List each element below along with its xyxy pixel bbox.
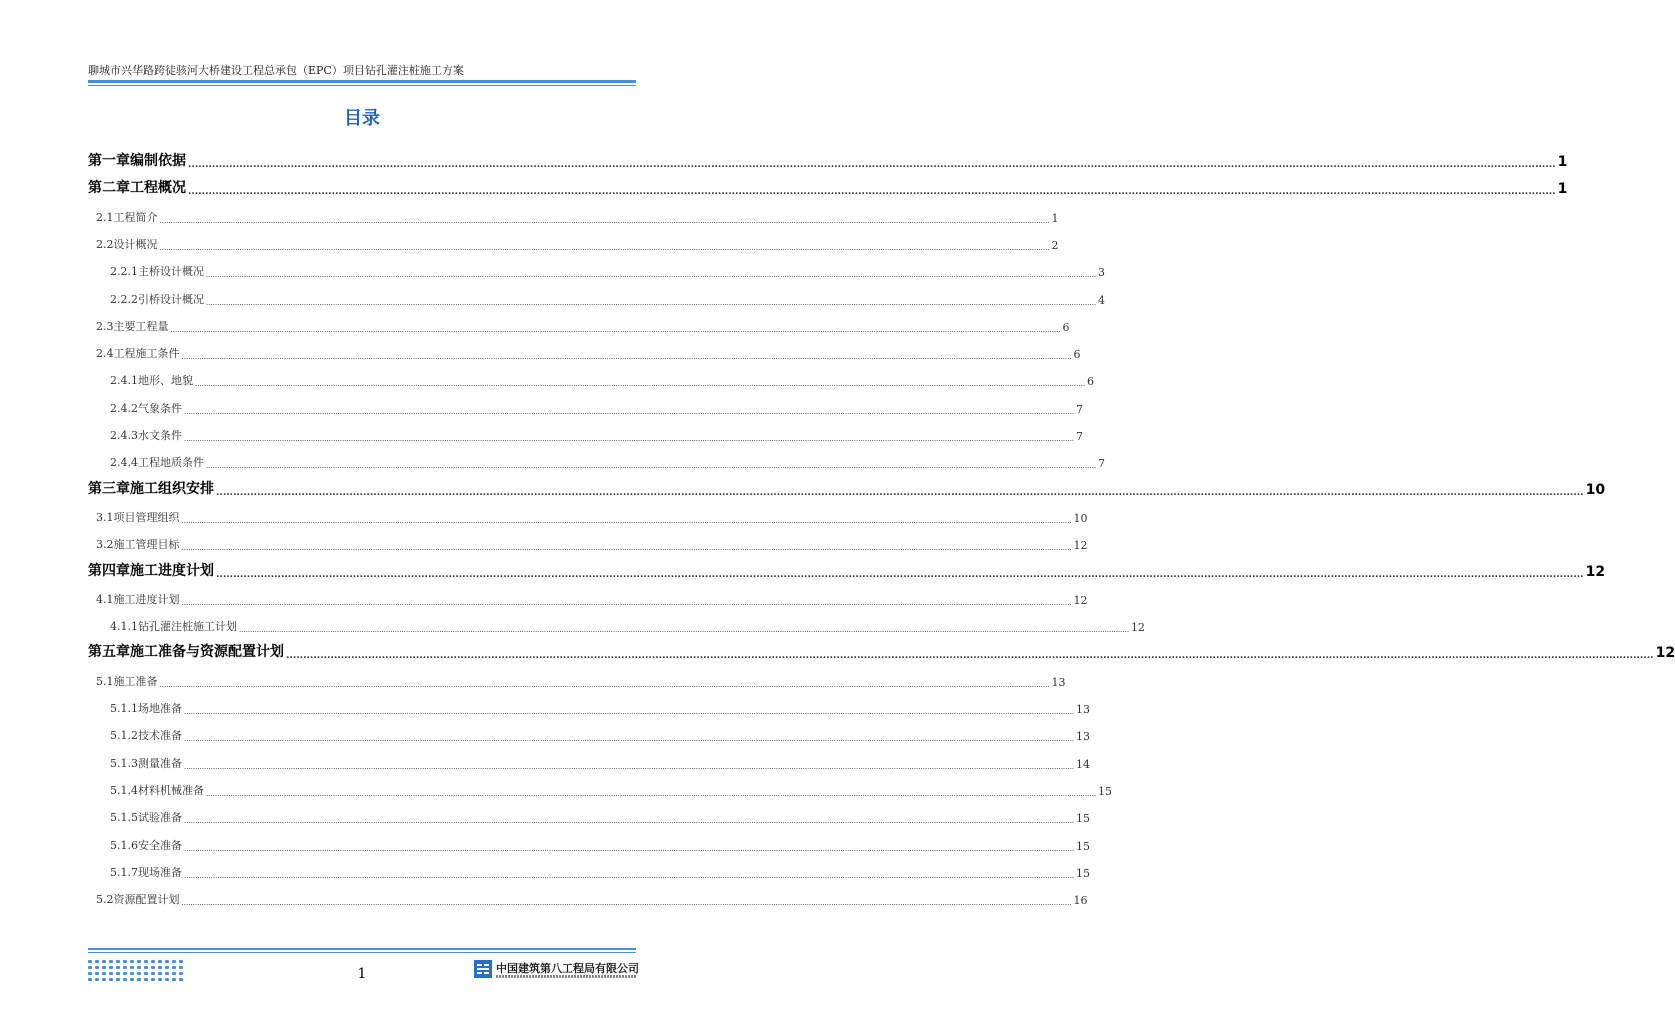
cscec-logo-icon xyxy=(474,960,492,978)
toc-entry-page: 13 xyxy=(1076,730,1091,744)
page-number: 1 xyxy=(357,966,367,982)
toc-dot-leader: ................................................................................................................................................................................................................................................................................................................................................................................................................ xyxy=(184,844,1075,853)
toc-entry-title: 4.1施工进度计划 xyxy=(96,592,180,606)
toc-entry-title: 2.3主要工程量 xyxy=(96,319,169,333)
toc-entry[interactable] xyxy=(0,532,1088,553)
toc-entry-page: 6 xyxy=(1062,320,1070,334)
header-title: 聊城市兴华路跨徒骇河大桥建设工程总承包（EPC）项目钻孔灌注桩施工方案 xyxy=(88,64,464,77)
toc-entry-title: 5.1.3测量准备 xyxy=(110,756,182,770)
toc-title: 目录 xyxy=(344,108,380,129)
toc-entry[interactable] xyxy=(0,696,1091,716)
toc-dot-leader: ................................................................................................................................................................................................................................................................................................................................................................................................................ xyxy=(159,216,1050,225)
toc-entry-page: 15 xyxy=(1076,866,1091,880)
toc-dot-leader: ................................................................................................................................................................................................................................................................................................................................................................................................................ xyxy=(206,298,1097,307)
toc-entry-title: 2.2.1主桥设计概况 xyxy=(110,265,204,279)
toc-entry-title: 第三章施工组织安排 xyxy=(88,480,214,497)
toc-entry[interactable] xyxy=(0,396,1084,416)
toc-entry-page: 10 xyxy=(1585,481,1606,498)
header-rule-thin xyxy=(88,85,636,86)
toc-dot-leader: ................................................................................................................................................................................................................................................................................................................................................................................................................ xyxy=(159,243,1050,252)
toc-entry-page: 13 xyxy=(1076,703,1091,716)
toc-dot-leader: ................................................................................................................................................................................................................................................................................................................................................................................................................ xyxy=(206,271,1097,280)
toc-entry-page: 1 xyxy=(1557,181,1568,198)
toc-dot-leader: ................................................................................................................................................................................................................................................................................................................................................................................................................ xyxy=(181,516,1072,525)
toc-entry-page: 7 xyxy=(1098,457,1106,471)
toc-entry[interactable] xyxy=(0,778,1113,798)
toc-entry-page: 4 xyxy=(1098,293,1106,307)
toc-entry-page: 7 xyxy=(1076,402,1084,416)
toc-entry[interactable] xyxy=(0,560,1606,580)
toc-dot-leader: ................................................................................................................................................................................................................................................................................................................................................................................................................ xyxy=(184,708,1075,716)
toc-entry[interactable] xyxy=(0,478,1606,498)
toc-entry[interactable] xyxy=(0,505,1088,525)
toc-entry[interactable] xyxy=(0,641,1675,662)
company-name: 中国建筑第八工程局有限公司 xyxy=(496,962,639,975)
toc-entry-page: 7 xyxy=(1076,430,1084,443)
toc-dot-leader: ................................................................................................................................................................................................................................................................................................................................................................................................................ xyxy=(184,817,1075,826)
toc-dot-leader: ................................................................................................................................................................................................................................................................................................................................................................................................................ xyxy=(216,569,1584,580)
toc-dot-leader: ................................................................................................................................................................................................................................................................................................................................................................................................................ xyxy=(159,680,1050,689)
toc-dot-leader: ................................................................................................................................................................................................................................................................................................................................................................................................................ xyxy=(184,735,1075,744)
toc-dot-leader: ................................................................................................................................................................................................................................................................................................................................................................................................................ xyxy=(184,407,1075,416)
toc-entry-page: 13 xyxy=(1051,675,1066,689)
toc-entry[interactable] xyxy=(0,860,1091,880)
toc-entry-title: 3.1项目管理组织 xyxy=(96,510,180,524)
toc-entry-title: 5.1.4材料机械准备 xyxy=(110,783,204,797)
toc-entry-page: 14 xyxy=(1076,757,1091,771)
toc-entry-page: 12 xyxy=(1073,593,1088,607)
toc-entry-page: 1 xyxy=(1557,154,1568,170)
toc-entry-title: 3.2施工管理目标 xyxy=(96,538,180,552)
toc-dot-leader: ................................................................................................................................................................................................................................................................................................................................................................................................................ xyxy=(239,626,1130,635)
toc-entry-page: 12 xyxy=(1073,539,1088,553)
toc-entry-page: 1 xyxy=(1051,211,1059,225)
toc-entry-title: 5.1.6安全准备 xyxy=(110,838,182,852)
toc-entry-title: 2.4.1地形、地貌 xyxy=(110,374,193,388)
toc-dot-leader: ................................................................................................................................................................................................................................................................................................................................................................................................................ xyxy=(188,187,1556,198)
toc-entry[interactable] xyxy=(0,177,1568,198)
toc-dot-leader: ................................................................................................................................................................................................................................................................................................................................................................................................................ xyxy=(184,871,1075,880)
toc-dot-leader: ................................................................................................................................................................................................................................................................................................................................................................................................................ xyxy=(206,462,1097,471)
toc-entry-page: 12 xyxy=(1131,621,1146,635)
toc-dot-leader: ................................................................................................................................................................................................................................................................................................................................................................................................................ xyxy=(181,544,1072,553)
toc-entry-title: 第四章施工进度计划 xyxy=(88,562,214,579)
toc-entry-page: 16 xyxy=(1073,894,1088,908)
toc-dot-leader: ................................................................................................................................................................................................................................................................................................................................................................................................................ xyxy=(181,353,1072,362)
toc-entry[interactable] xyxy=(0,751,1091,771)
toc-entry-page: 15 xyxy=(1076,839,1091,853)
toc-entry[interactable] xyxy=(0,423,1084,443)
toc-entry[interactable] xyxy=(0,614,1146,635)
footer-rule-thin xyxy=(88,952,636,953)
toc-entry-title: 5.1.7现场准备 xyxy=(110,865,182,879)
toc-entry-page: 15 xyxy=(1076,812,1091,826)
toc-entry-page: 12 xyxy=(1585,563,1606,580)
toc-entry-title: 5.2资源配置计划 xyxy=(96,893,180,907)
toc-entry-title: 2.4.4工程地质条件 xyxy=(110,456,204,470)
toc-entry[interactable] xyxy=(0,805,1091,826)
toc-entry[interactable] xyxy=(0,587,1088,607)
toc-entry-page: 12 xyxy=(1655,645,1675,662)
toc-entry-page: 2 xyxy=(1051,238,1059,252)
toc-dot-leader: ................................................................................................................................................................................................................................................................................................................................................................................................................ xyxy=(188,160,1556,170)
toc-dot-leader: ................................................................................................................................................................................................................................................................................................................................................................................................................ xyxy=(181,598,1072,607)
toc-dot-leader: ................................................................................................................................................................................................................................................................................................................................................................................................................ xyxy=(170,325,1061,334)
toc-entry[interactable] xyxy=(0,368,1095,389)
toc-entry-title: 5.1.1场地准备 xyxy=(110,702,182,715)
toc-entry[interactable] xyxy=(0,887,1088,908)
toc-dot-leader: ................................................................................................................................................................................................................................................................................................................................................................................................................ xyxy=(195,380,1086,389)
footer-rule-thick xyxy=(88,948,636,950)
toc-entry-title: 2.4.2气象条件 xyxy=(110,401,182,415)
toc-entry[interactable] xyxy=(0,450,1106,471)
toc-entry-title: 第二章工程概况 xyxy=(88,180,186,197)
toc-entry-title: 第五章施工准备与资源配置计划 xyxy=(88,644,284,661)
toc-entry[interactable] xyxy=(0,669,1066,689)
toc-entry-title: 第一章编制依据 xyxy=(88,153,186,169)
toc-entry-page: 6 xyxy=(1073,348,1081,362)
toc-entry[interactable] xyxy=(0,150,1568,170)
toc-entry[interactable] xyxy=(0,314,1070,334)
toc-entry-page: 10 xyxy=(1073,511,1088,525)
toc-entry[interactable] xyxy=(0,723,1091,744)
toc-entry-title: 5.1.5试验准备 xyxy=(110,811,182,825)
toc-dot-leader: ................................................................................................................................................................................................................................................................................................................................................................................................................ xyxy=(184,435,1075,443)
toc-entry[interactable] xyxy=(0,833,1091,853)
toc-entry-title: 2.4.3水文条件 xyxy=(110,429,182,442)
toc-dot-leader: ................................................................................................................................................................................................................................................................................................................................................................................................................ xyxy=(181,899,1072,908)
toc-entry[interactable] xyxy=(0,287,1106,307)
toc-entry[interactable] xyxy=(0,341,1081,362)
toc-dot-leader: ................................................................................................................................................................................................................................................................................................................................................................................................................ xyxy=(184,762,1075,771)
toc-dot-leader: ................................................................................................................................................................................................................................................................................................................................................................................................................ xyxy=(216,487,1584,498)
toc-entry-title: 2.2设计概况 xyxy=(96,237,158,251)
toc-entry-title: 5.1施工准备 xyxy=(96,674,158,688)
toc-entry-title: 4.1.1钻孔灌注桩施工计划 xyxy=(110,620,237,634)
toc-entry-page: 6 xyxy=(1087,375,1095,389)
toc-entry-title: 5.1.2技术准备 xyxy=(110,729,182,743)
toc-entry-page: 3 xyxy=(1098,266,1106,280)
toc-entry[interactable] xyxy=(0,205,1059,225)
toc-entry[interactable] xyxy=(0,232,1059,252)
toc-entry-title: 2.2.2引桥设计概况 xyxy=(110,292,204,306)
toc-entry-page: 15 xyxy=(1098,784,1113,798)
toc-dot-leader: ................................................................................................................................................................................................................................................................................................................................................................................................................ xyxy=(286,651,1654,662)
header-rule-thick xyxy=(88,80,636,83)
toc-entry-title: 2.4工程施工条件 xyxy=(96,347,180,361)
toc-dot-leader: ................................................................................................................................................................................................................................................................................................................................................................................................................ xyxy=(206,789,1097,798)
company-name-english-strip xyxy=(496,975,636,978)
toc-entry-title: 2.1工程简介 xyxy=(96,210,158,224)
toc-entry[interactable] xyxy=(0,259,1106,280)
